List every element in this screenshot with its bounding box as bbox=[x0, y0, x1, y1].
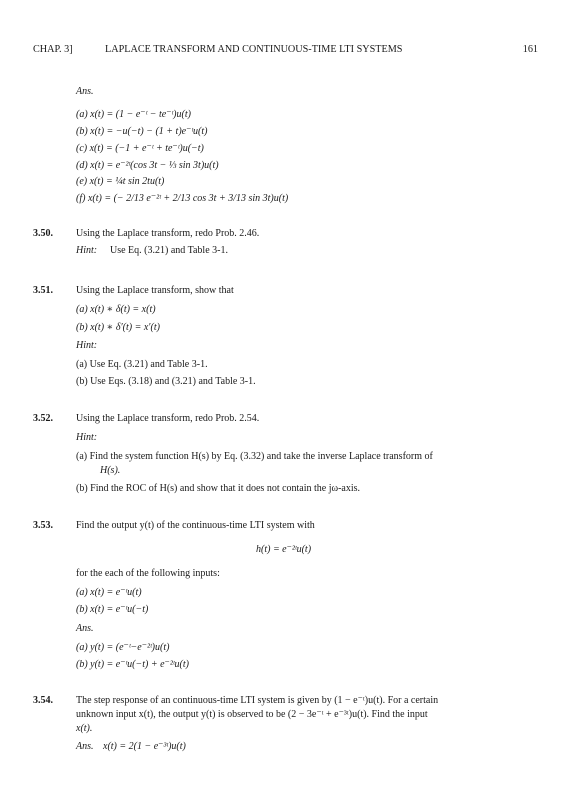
problem-item-a: (a) x(t) = e⁻ᵗu(t) bbox=[76, 587, 142, 598]
chapter-label: CHAP. 3] bbox=[33, 44, 73, 55]
answer-item-d: (d) x(t) = e⁻²ᵗ(cos 3t − ⅓ sin 3t)u(t) bbox=[76, 160, 219, 171]
problem-text: Find the output y(t) of the continuous-time LTI system with bbox=[76, 520, 315, 531]
hint-text: Use Eq. (3.21) and Table 3-1. bbox=[110, 245, 228, 256]
running-title: LAPLACE TRANSFORM AND CONTINUOUS-TIME LTI SYSTEMS bbox=[105, 44, 403, 55]
problem-number: 3.54. bbox=[33, 695, 53, 706]
problem-text-continued: for the each of the following inputs: bbox=[76, 568, 220, 579]
problem-text-line3: x(t). bbox=[76, 723, 93, 734]
hint-item-a-line1: (a) Find the system function H(s) by Eq. (3.32) and take the inverse Laplace transform of bbox=[76, 451, 433, 462]
hint-item-a-line2: H(s). bbox=[100, 465, 121, 476]
problem-item-b: (b) x(t) ∗ δ′(t) = x′(t) bbox=[76, 322, 160, 333]
answer-label: Ans. bbox=[76, 86, 94, 97]
display-equation: h(t) = e⁻²ᵗu(t) bbox=[256, 544, 312, 555]
answer-label: Ans. bbox=[76, 741, 94, 752]
problem-item-b: (b) x(t) = e⁻ᵗu(−t) bbox=[76, 604, 149, 615]
answer-item-e: (e) x(t) = ¼t sin 2tu(t) bbox=[76, 176, 165, 187]
problem-number: 3.50. bbox=[33, 228, 53, 239]
problem-text: Using the Laplace transform, redo Prob. 2.46. bbox=[76, 228, 260, 239]
answer-item-a: (a) x(t) = (1 − e⁻ᵗ − te⁻ᵗ)u(t) bbox=[76, 109, 191, 120]
problem-number: 3.53. bbox=[33, 520, 53, 531]
hint-label: Hint: bbox=[76, 340, 98, 351]
page-number: 161 bbox=[522, 44, 538, 55]
answer-item-c: (c) x(t) = (−1 + e⁻ᵗ + te⁻ᵗ)u(−t) bbox=[76, 143, 204, 154]
hint-item-a: (a) Use Eq. (3.21) and Table 3-1. bbox=[76, 359, 208, 370]
problem-text-line2: unknown input x(t), the output y(t) is observed to be (2 − 3e⁻ᵗ + e⁻³ᵗ)u(t). Find the input bbox=[76, 709, 428, 720]
answer-item-b: (b) y(t) = e⁻ᵗu(−t) + e⁻²ᵗu(t) bbox=[76, 659, 189, 670]
answer-text: x(t) = 2(1 − e⁻³ᵗ)u(t) bbox=[103, 741, 186, 752]
answer-label: Ans. bbox=[76, 623, 94, 634]
answer-item-b: (b) x(t) = −u(−t) − (1 + t)e⁻ᵗu(t) bbox=[76, 126, 208, 137]
hint-item-b: (b) Find the ROC of H(s) and show that it does not contain the jω-axis. bbox=[76, 483, 361, 494]
answer-item-f: (f) x(t) = (− 2/13 e⁻²ᵗ + 2/13 cos 3t + 3/13 sin 3t)u(t) bbox=[76, 193, 289, 204]
running-header bbox=[33, 44, 538, 58]
problem-number: 3.51. bbox=[33, 285, 53, 296]
problem-text: Using the Laplace transform, redo Prob. 2.54. bbox=[76, 413, 260, 424]
hint-label: Hint: bbox=[76, 245, 98, 256]
problem-text-line1: The step response of an continuous-time LTI system is given by (1 − e⁻ᵗ)u(t). For a certain bbox=[76, 695, 439, 706]
answer-item-a: (a) y(t) = (e⁻ᵗ−e⁻²ᵗ)u(t) bbox=[76, 642, 170, 653]
hint-label: Hint: bbox=[76, 432, 98, 443]
problem-text: Using the Laplace transform, show that bbox=[76, 285, 234, 296]
hint-item-b: (b) Use Eqs. (3.18) and (3.21) and Table 3-1. bbox=[76, 376, 256, 387]
problem-number: 3.52. bbox=[33, 413, 53, 424]
problem-item-a: (a) x(t) ∗ δ(t) = x(t) bbox=[76, 304, 156, 315]
